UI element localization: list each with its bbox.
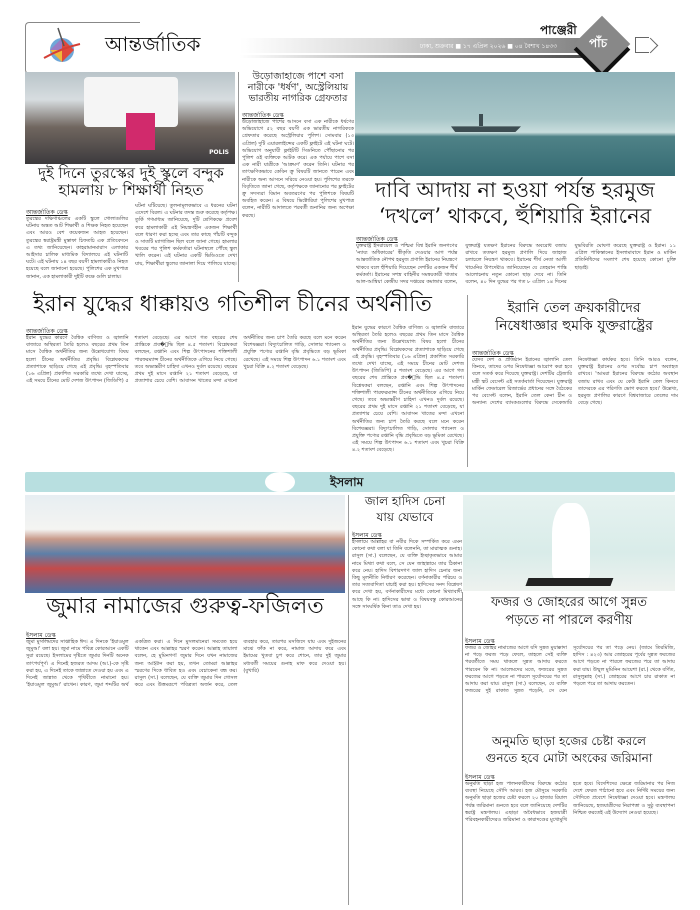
hormuz-headline-line1[interactable]: দাবি আদায় না হওয়া পর্যন্ত হরমুজ bbox=[375, 178, 655, 202]
page-number: পাঁচ bbox=[589, 36, 608, 50]
dateline: ঢাকা, শুক্রবার ■ ১৭ এপ্রিল ২০২৬ ■ ০৪ বৈশাখ ১৪৩৩ bbox=[420, 43, 558, 50]
column-divider bbox=[462, 592, 463, 905]
header-underline bbox=[240, 55, 600, 58]
china-body: ইরান যুদ্ধের কারণে বৈশ্বিক বাণিজ্য ও জ্বালানি বাজারে অস্থিরতা তৈরি হলেও বছরের প্রথম তিন মাসে বৈশ্বিক অর্থনীতির জন্য উল্লেখযোগ্য বিষয় হলো চীনের অর্থনীতির প্রবৃদ্ধি। বিশ্লেষকদের প্রত্যাশাকে ছাড়িয়ে গেছে এই প্রবৃদ্ধি। বৃহস্পতিবার (১৬ এপ্রিল) প্রকাশিত সরকারি তথ্যে দেখা যাচ্ছে, এই সময়ে চীনের মোট দেশজ উৎপাদন (জিডিপি) ৫ শতাংশ বেড়েছে। এর আগে গত বছরের শেষ প্রান্তিকে প্রব�ৃদ্ধি ছিল ৪.৫ শতাংশ। বিশ্লেষকরা বলছেন, রপ্তানি এবং শিল্প উৎপাদনের শক্তিশালী পারফরম্যান্স চীনের অর্থনীতিকে এগিয়ে নিয়ে গেছে। তবে অভ্যন্তরীণ চাহিদা এখনও দুর্বল রয়েছে। বছরের প্রথম দুই মাসে রপ্তানি ২১ শতাংশ বেড়েছে, যা প্রত্যাশার চেয়ে বেশি। আবাসন খাতের মন্দা এখনো অর্থনীতির জন্য চাপ তৈরি করছে বলে মনে করেন বিশেষজ্ঞরা। বিদ্যুৎচালিত গাড়ি, সোলার প্যানেল ও প্রযুক্তি পণ্যের রপ্তানি বৃদ্ধি প্রবৃদ্ধিতে বড় ভূমিকা রেখেছে। এই সময়ে শিল্প উৎপাদন ৬.১ শতাংশ এবং খুচরা বিক্রি ৪.২ শতাংশ বেড়েছে। bbox=[26, 335, 346, 385]
sunnah-byline: ইসলাম ডেস্ক bbox=[465, 638, 495, 645]
sunnah-headline-line1[interactable]: ফজর ও জোহরের আগে সুন্নত bbox=[490, 595, 648, 610]
china-byline: আন্তর্জাতিক ডেস্ক bbox=[26, 328, 68, 335]
section-title: আন্তর্জাতিক bbox=[105, 32, 201, 56]
oil-sanctions-byline: আন্তর্জাতিক ডেস্ক bbox=[472, 350, 514, 357]
hajj-headline-line1[interactable]: অনুমতি ছাড়া হজের চেষ্টা করলে bbox=[492, 734, 646, 748]
column-divider bbox=[467, 295, 468, 467]
page-masthead bbox=[0, 0, 700, 68]
turkey-byline: আন্তর্জাতিক ডেস্ক bbox=[26, 209, 68, 216]
jumma-headline[interactable]: জুমার নামাজের গুরুত্ব-ফজিলত bbox=[46, 594, 324, 619]
turkey-headline[interactable]: দুই দিনে তুরস্কের দুই স্কুলে বন্দুক হামলায় ৮ শিক্ষার্থী নিহত bbox=[38, 164, 224, 200]
hormuz-warship-photo bbox=[355, 72, 675, 176]
praying-man-shape bbox=[552, 503, 590, 580]
column-divider bbox=[238, 72, 239, 282]
hormuz-byline: আন্তর্জাতিক ডেস্ক bbox=[356, 236, 398, 243]
china-body-col4: ইরান যুদ্ধের কারণে বৈশ্বিক বাণিজ্য ও জ্বালানি বাজারে অস্থিরতা তৈরি হলেও বছরের প্রথম তিন মাসে বৈশ্বিক অর্থনীতির জন্য উল্লেখযোগ্য বিষয় হলো চীনের অর্থনীতির প্রবৃদ্ধি। বিশ্লেষকদের প্রত্যাশাকে ছাড়িয়ে গেছে এই প্রবৃদ্ধি। বৃহস্পতিবার (১৬ এপ্রিল) প্রকাশিত সরকারি তথ্যে দেখা যাচ্ছে, এই সময়ে চীনের মোট দেশজ উৎপাদন (জিডিপি) ৫ শতাংশ বেড়েছে। এর আগে গত বছরের শেষ প্রান্তিকে প্রব�ৃদ্ধি ছিল ৪.৫ শতাংশ। বিশ্লেষকরা বলছেন, রপ্তানি এবং শিল্প উৎপাদনের শক্তিশালী পারফরম্যান্স চীনের অর্থনীতিকে এগিয়ে নিয়ে গেছে। তবে অভ্যন্তরীণ চাহিদা এখনও দুর্বল রয়েছে। বছরের প্রথম দুই মাসে রপ্তানি ২১ শতাংশ বেড়েছে, যা প্রত্যাশার চেয়ে বেশি। আবাসন খাতের মন্দা এখনো অর্থনীতির জন্য চাপ তৈরি করছে বলে মনে করেন বিশেষজ্ঞরা। বিদ্যুৎচালিত গাড়ি, সোলার প্যানেল ও প্রযুক্তি পণ্যের রপ্তানি বৃদ্ধি প্রবৃদ্ধিতে বড় ভূমিকা রেখেছে। এই সময়ে শিল্প উৎপাদন ৬.১ শতাংশ এবং খুচরা বিক্রি ৪.২ শতাংশ বেড়েছে। bbox=[352, 325, 464, 454]
hajj-byline: ইসলাম ডেস্ক bbox=[465, 774, 495, 781]
oil-sanctions-headline-line2[interactable]: নিষেধাজ্ঞার হুমকি যুক্তরাষ্ট্রের bbox=[495, 318, 653, 334]
prayer-mat-shape bbox=[525, 578, 613, 586]
hadith-body: ইসলামে আল্লাহর বা নবীর দিকে সম্পর্কিত করে এমন কোনো কথা বলা যা তিনি বলেননি, তা মারাত্মক গুনাহ। রাসুল (সা.) বলেছেন, যে ব্যক্তি ইচ্ছাকৃতভাবে আমার নামে মিথ্যা কথা বলে, সে যেন জাহান্নামে তার ঠিকানা করে নেয়। হাদিস বিশারদগণ জাল হাদিস চেনার জন্য কিছু মূলনীতি নির্ধারণ করেছেন। বর্ণনাকারীর পরিচয় ও তার সত্যবাদিতা যাচাই করা হয়। হাদিসের সনদ বিশ্লেষণ করে দেখা হয়, বর্ণনাকারীদের মধ্যে কোনো মিথ্যাবাদী আছে কি না। হাদিসের ভাষা ও বিষয়বস্তু কোরআনের সঙ্গে সাংঘর্ষিক কিনা তাও দেখা হয়। bbox=[352, 539, 462, 610]
photo-caption-polis: POLIS bbox=[209, 149, 229, 156]
hajj-body: অনুমতি ছাড়া হজ পালনকারীদের বিরুদ্ধে কঠোর ব্যবস্থা নিয়েছে সৌদি আরব। হজ মৌসুমে সরকারি অনুমতি ছাড়া হজের চেষ্টা করলে ২০ হাজার রিয়াল পর্যন্ত জরিমানা গুনতে হবে বলে জানিয়েছে দেশটির স্বরাষ্ট্র মন্ত্রণালয়। এছাড়া অবৈধভাবে হজযাত্রী পরিবহনকারীদেরও জরিমানা ও কারাদণ্ডের মুখোমুখি হতে হবে। বিদেশিদের ক্ষেত্রে জরিমানার পর নিজ দেশে ফেরত পাঠানো হবে এবং নির্দিষ্ট সময়ের জন্য সৌদিতে প্রবেশে নিষেধাজ্ঞা দেওয়া হবে। মন্ত্রণালয় জানিয়েছে, হজযাত্রীদের নিরাপত্তা ও সুষ্ঠু ব্যবস্থাপনা নিশ্চিত করতেই এই উদ্যোগ নেওয়া হয়েছে। bbox=[465, 781, 675, 824]
india-arrest-byline: আন্তর্জাতিক ডেস্ক bbox=[242, 112, 284, 119]
column-divider bbox=[348, 495, 349, 905]
india-arrest-headline[interactable]: উড়োজাহাজে পাশে বসা নারীকে 'ধর্ষণ', অস্ট্রেলিয়ায় ভারতীয় নাগরিক গ্রেফতার bbox=[247, 71, 349, 104]
turkey-school-photo bbox=[25, 72, 235, 164]
oil-sanctions-headline-line1[interactable]: ইরানি তেল ক্রয়কারীদের bbox=[507, 300, 641, 316]
person-vest-shape bbox=[126, 113, 155, 150]
islam-section-title: ইসলাম bbox=[330, 475, 364, 489]
sunnah-prayer-photo bbox=[463, 495, 675, 591]
hormuz-body: যুক্তরাষ্ট্র ইসরায়েল ও পশ্চিমা বিশ্ব ইরানি জনগণের 'ন্যায্য অধিকারের' স্বীকৃতি দেওয়ার আগ পর্যন্ত আন্তর্জাতিক নৌপথ হরমুজ প্রণালি ইরানের নিয়ন্ত্রণে থাকবে বলে হুঁশিয়ারি দিয়েছেন দেশটির একজন শীর্ষ কর্মকর্তা। ইরানের সশস্ত্র বাহিনীর সমন্বয়কারী খাতাম আল-আম্বিয়া কেন্দ্রীয় সদর দপ্তরের কমান্ডার বলেন, যুক্তরাষ্ট্র যতক্ষণ ইরানের বিরুদ্ধে অবরোধ বজায় রাখবে ততক্ষণ হরমুজ প্রণালি দিয়ে জাহাজ চলাচলে নিয়ন্ত্রণ থাকবে। ইরানের শীর্ষ নেতা আলী খামেনির উপদেষ্টাও জানিয়েছেন যে তেহরান শান্তি আলোচনায় নতুন কোনো ছাড় দেবে না। তিনি বলেন, ৪০ দিন যুদ্ধের পর গত ৮ এপ্রিল ১৪ দিনের যুদ্ধবিরতি ঘোষণা করেছে যুক্তরাষ্ট্র ও ইরান। ১১ এপ্রিল পাকিস্তানের ইসলামাবাদে ইরান ও মার্কিন প্রতিনিধিদের সংলাপ শেষ হয়েছে কোনো চুক্তি ছাড়াই। bbox=[356, 243, 676, 286]
turkey-body-col1: তুরস্কের দক্ষিণাঞ্চলের একটি স্কুলে গোলাগুলির ঘটনায় অন্তত আট শিক্ষার্থী ও শিক্ষক নিহত হয়েছেন এবং আরও বেশ কয়েকজন আহত হয়েছেন। তুরস্কের স্বরাষ্ট্রমন্ত্রী মুস্তাফা চিফতচি এক প্রতিবেদনে এ তথ্য জানিয়েছেন। কাহরামানমারাস এলাকার আইসার চালিক মাধ্যমিক বিদ্যালয়ে এই ঘটনাটি ঘটে। এই ঘটনায় ১৪ বছর বয়সী হামলাকারীও নিহত হয়েছে বলে জানানো হয়েছে। পুলিশের এক মুখপাত্র জানান, এক হামলাকারী দুইটি কক্ষে গুলি চালায়। bbox=[26, 216, 128, 280]
newspaper-name: পাঞ্জেরী bbox=[540, 23, 577, 37]
hormuz-headline-line2[interactable]: ‘দখলে’ থাকবে, হুঁশিয়ারি ইরানের bbox=[378, 204, 652, 228]
warship-shape bbox=[451, 124, 521, 132]
hadith-headline-line2[interactable]: যায় যেভাবে bbox=[376, 510, 434, 524]
sunnah-body: ফজর ও জোহর নামাজের আগে যদি সুন্নত মুয়াক্কাদা না পড়ে ফরজ পড়ে ফেলে, তাহলে সেই ব্যক্তি পরবর্তীতে সময় থাকলে সুন্নত আদায় করতে পারবেন কি না। আলেমদের মতে, ফজরের সুন্নত ফরজের আগে পড়তে না পারলে সূর্যোদয়ের পর তা আদায় করা যায়। রাসুল (সা.) বলেছেন, যে ব্যক্তি ফজরের দুই রাকাত সুন্নত পড়েনি, সে যেন সূর্যোদয়ের পর তা পড়ে নেয়। (জামে তিরমিজি, হাদিস : ৪২৩) আর জোহরের পূর্বের সুন্নত ফরজের আগে পড়তে না পারলে ফরজের পরে তা আদায় করা যায়। উম্মুল মুমিনিন আয়েশা (রা.) থেকে বর্ণিত, রাসুলুল্লাহ (সা.) জোহরের আগে চার রাকাত না পড়লে পরে তা আদায় করতেন। bbox=[465, 645, 675, 695]
india-arrest-body: উড়োজাহাজে পাশের আসনে বসা এক নারীকে ধর্ষণের অভিযোগে ৫২ বছর বয়সী এক ভারতীয় নাগরিককে গ্রেফতার করেছে অস্ট্রেলিয়ার পুলিশ। সোমবার (১৩ এপ্রিল) দুটি এয়ারলাইন্সের একটি ফ্লাইটে এই ঘটনা ঘটে। অভিযোগ অনুযায়ী ফ্লাইটটি সিডনিতে পৌঁছানোর পর পুলিশ ওই ব্যক্তিকে আটক করে। এক পর্যায়ে পাশে বসা এক নারী যাত্রীকে 'আক্রমণ' করেন তিনি। ঘটনার পর তাৎক্ষণিকভাবে কেবিন ক্রু বিষয়টি জানতে পারেন এবং নারীকে অন্য আসনে সরিয়ে নেওয়া হয়। পুলিশের তরফে বিবৃতিতে জানা গেছে, কর্তৃপক্ষকে জানানোর পর ফ্লাইটের ক্রু সদস্যরা বিমান অবতরণের পর পুলিশকে বিষয়টি অবহিত করেন। এ বিষয়ে ভিক্টোরিয়া পুলিশের মুখপাত্র বলেন, নারীটি আদালতে পরবর্তী শুনানির জন্য অপেক্ষা করছে। bbox=[242, 119, 354, 219]
china-headline[interactable]: ইরান যুদ্ধের ধাক্কায়ও গতিশীল চীনের অর্থনীতি bbox=[33, 292, 432, 317]
globe-logo-icon bbox=[40, 24, 84, 68]
next-page-arrow-icon[interactable] bbox=[635, 37, 649, 53]
jumma-byline: ইসলাম ডেস্ক bbox=[26, 632, 56, 639]
hajj-headline-line2[interactable]: গুনতে হবে মোটা অংকের জরিমানা bbox=[485, 751, 653, 765]
oil-sanctions-body: যেসব দেশ ও প্রতিষ্ঠান ইরানের জ্বালানি তেল কিনবে, তাদের ওপর নিষেধাজ্ঞা আরোপ করা হবে বলে সতর্ক করে দিয়েছে যুক্তরাষ্ট্র। দেশটির ট্রেজারি মন্ত্রী স্কট বেসেন্ট এই সতর্কবার্তা দিয়েছেন। যুক্তরাষ্ট্র মার্কিন ফেডারেল রিজার্ভের প্রধানের সঙ্গে বৈঠকের পর বেসেন্ট বলেন, ইরানি তেল কেনা চীন ও অন্যান্য দেশের ব্যাংকগুলোর বিরুদ্ধে সেকেন্ডারি নিষেধাজ্ঞা কার্যকর হবে। তিনি আরও বলেন, যুক্তরাষ্ট্র ইরানের ওপর সর্বোচ্চ চাপ অব্যাহত রাখবে। 'আমরা ইরানের বিরুদ্ধে কঠোর অবস্থান বজায় রাখব এবং যে কেউ ইরানি তেল কিনবে তাদেরকে এর পরিণতি ভোগ করতে হবে।' উল্লেখ্য, হরমুজ প্রণালির কারণে বিশ্ববাজারে তেলের দাম বেড়ে গেছে। bbox=[472, 357, 678, 407]
jumma-prayer-photo bbox=[25, 495, 345, 593]
turkey-body-col2: ঘটনা ঘটিয়েছে। তুলনামূলকভাবে এ ধরনের ঘটনা এদেশে বিরল। এ ঘটনার তদন্ত শুরু করেছে কর্তৃপক্ষ। তুর্কি গণমাধ্যম জানিয়েছে, দুটি শ্রেণিকক্ষে প্রবেশ করে হামলাকারী এই নিয়ন্ত্রণহীন একজন শিক্ষার্থী বলে ধারণা করা হচ্ছে এবং তার কাছে পাঁচটি বন্দুক ও সাতটি ম্যাগাজিন ছিল বলে জানা গেছে। হামলার খবরের পর পুলিশ কর্মকর্তারা ঘটনাস্থলে পৌঁছে স্কুল খালি করেন। এই ঘটনার একটি ভিডিওতে দেখা যায়, শিক্ষার্থীরা স্কুলের জানালা দিয়ে পালিয়ে যাচ্ছে। bbox=[135, 203, 237, 267]
jumma-body: জুমা মুসলিমদের সাপ্তাহিক ঈদ। এ দিনকে 'ইয়াওমুল জুমুআ' বলা হয়। জুমা নামে পবিত্র কোরআনে একটি সুরা রয়েছে। ইসলামের দৃষ্টিতে জুমার দিনটি অনেক তাৎপর্যপূর্ণ। এ দিনেই হজরত আদম (আ.)-কে সৃষ্টি করা হয়, এ দিনেই তাকে জান্নাতে দেওয়া হয় এবং এ দিনেই জান্নাত থেকে পৃথিবীতে নামানো হয়। 'ইয়াওমুল জুমুআ' রাখেন। কারণ, জুমা শব্দটির অর্থ একত্রিত করা। এ দিনে মুসলমানেরা সমবেত হয়ে থাকেন এবং আল্লাহর স্মরণ করেন। আল্লাহ তায়ালা বলেন, হে মুমিনগণ! জুমার দিনে যখন নামাজের জন্য আহ্বান করা হয়, তখন তোমরা আল্লাহর স্মরণের দিকে ধাবিত হও এবং বেচাকেনা বন্ধ কর। রাসুল (সা.) বলেছেন, যে ব্যক্তি জুমার দিন গোসল করে এবং উত্তমরূপে পবিত্রতা অর্জন করে, তেল ব্যবহার করে, তারপর মসজিদে যায় এবং দুইজনের মাঝে ফাঁক না করে, নামাজ আদায় করে এবং ইমামের খুতবা চুপ করে শোনে, তার দুই জুমার মধ্যবর্তী সময়ের গুনাহ মাফ করে দেওয়া হয়। (বুখারি) bbox=[26, 639, 346, 689]
warship-tower-shape bbox=[479, 114, 483, 126]
sunnah-headline-line2[interactable]: পড়তে না পারলে করণীয় bbox=[505, 613, 633, 628]
hadith-headline-line1[interactable]: জাল হাদিস চেনা bbox=[364, 494, 446, 508]
hadith-byline: ইসলাম ডেস্ক bbox=[352, 532, 382, 539]
